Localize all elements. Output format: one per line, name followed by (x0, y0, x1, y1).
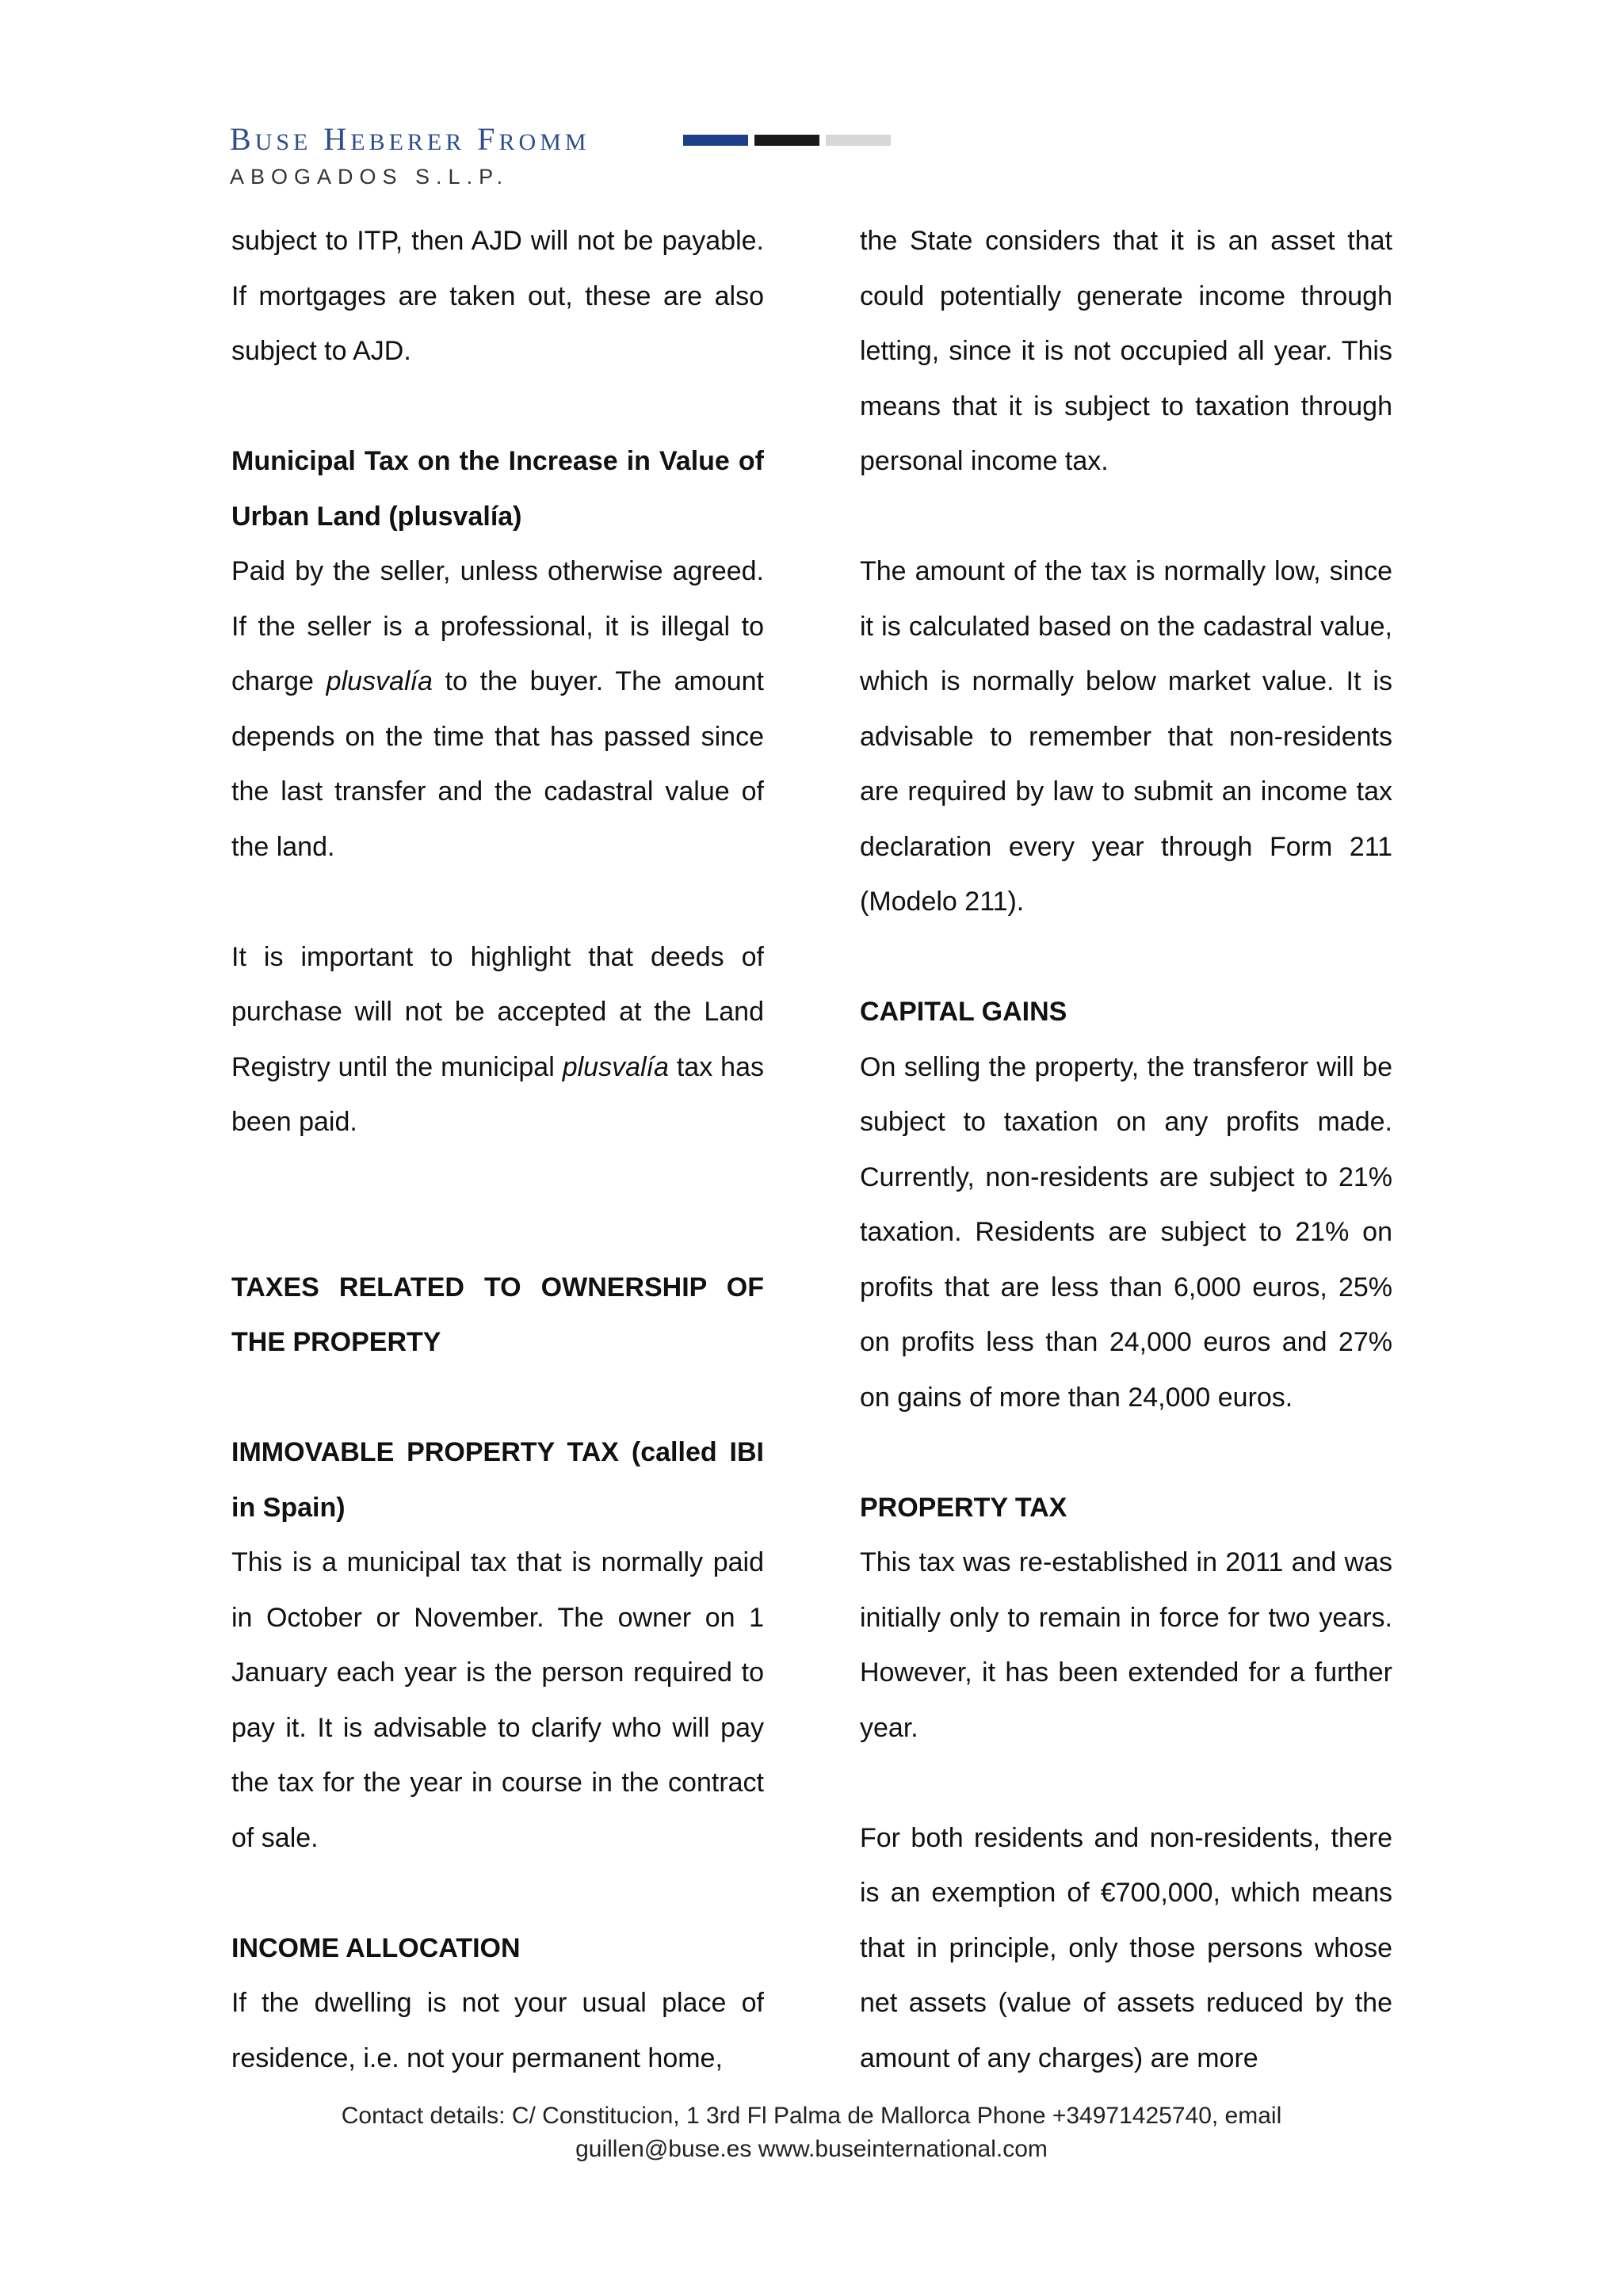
footer-line-address: Contact details: C/ Constitucion, 1 3rd Fl Palma de Mallorca Phone +34971425740, email (341, 2103, 1282, 2129)
paragraph-income-allocation: If the dwelling is not your usual place of residence, i.e. not your permanent home, (231, 1988, 764, 2073)
firm-name: BUSE HEBERER FROMM (230, 121, 590, 157)
heading-property-tax: PROPERTY TAX (860, 1492, 1067, 1523)
letterhead (230, 119, 943, 198)
paragraph-ajd: subject to ITP, then AJD will not be payable. If mortgages are taken out, these are also subject to AJD. (231, 226, 764, 366)
heading-income-allocation: INCOME ALLOCATION (231, 1932, 521, 1963)
footer-contact (0, 2100, 1623, 2166)
heading-capital-gains: CAPITAL GAINS (860, 997, 1067, 1027)
paragraph-land-registry: It is important to highlight that deeds of purchase will not be accepted at the Land Registry until the municipal plusvalía tax has been paid. (231, 941, 764, 1137)
paragraph-income-tax: the State considers that it is an asset that could potentially generate income through letting, since it is not occupied all year. This means that it is subject to taxation through personal income tax. (860, 226, 1392, 476)
paragraph-ibi: This is a municipal tax that is normally paid in October or November. The owner on 1 January each year is the person required to pay it. It is advisable to clarify who will pay the tax for the year in course in the contract of sale. (231, 1547, 764, 1853)
logo-bar-blue (683, 135, 748, 146)
logo-bar-grey (826, 135, 891, 146)
paragraph-property-tax: This tax was re-established in 2011 and was initially only to remain in force for two years. However, it has been extended for a further year. (860, 1547, 1392, 1743)
heading-plusvalia: Municipal Tax on the Increase in Value of Urban Land (plusvalía) (231, 446, 764, 532)
firm-subtitle: ABOGADOS S.L.P. (230, 165, 510, 189)
right-column (860, 214, 1392, 2086)
paragraph-capital-gains: On selling the property, the transferor will be subject to taxation on any profits made. Currently, non-residents are subject to 21% taxation. Residents are subject to 21% on profits that are less than 6,000 euros, 25% on profits less than 24,000 euros and 27% on gains of more than 24,000 euros. (860, 1051, 1392, 1413)
paragraph-plusvalia: Paid by the seller, unless otherwise agreed. If the seller is a professional, it is illegal to charge plusvalía to the buyer. The amount depends on the time that has passed since the last transfer and the cadastral value of the land. (231, 556, 765, 862)
footer-line-web: guillen@buse.es www.buseinternational.com (575, 2136, 1048, 2162)
heading-ownership-taxes: TAXES RELATED TO OWNERSHIP OF THE PROPERTY (231, 1272, 764, 1357)
heading-ibi: IMMOVABLE PROPERTY TAX (called IBI in Spain) (231, 1437, 764, 1523)
paragraph-tax-amount: The amount of the tax is normally low, since it is calculated based on the cadastral value, which is normally below market value. It is advisable to remember that non-residents are required by law to submit an income tax declaration every year through Form 211 (Modelo 211). (860, 556, 1392, 917)
paragraph-exemption: For both residents and non-residents, there is an exemption of €700,000, which means that in principle, only those persons whose net assets (value of assets reduced by the amount of any charges) are more (860, 1822, 1392, 2073)
logo-bar-black (754, 135, 819, 146)
left-column (231, 214, 764, 2086)
